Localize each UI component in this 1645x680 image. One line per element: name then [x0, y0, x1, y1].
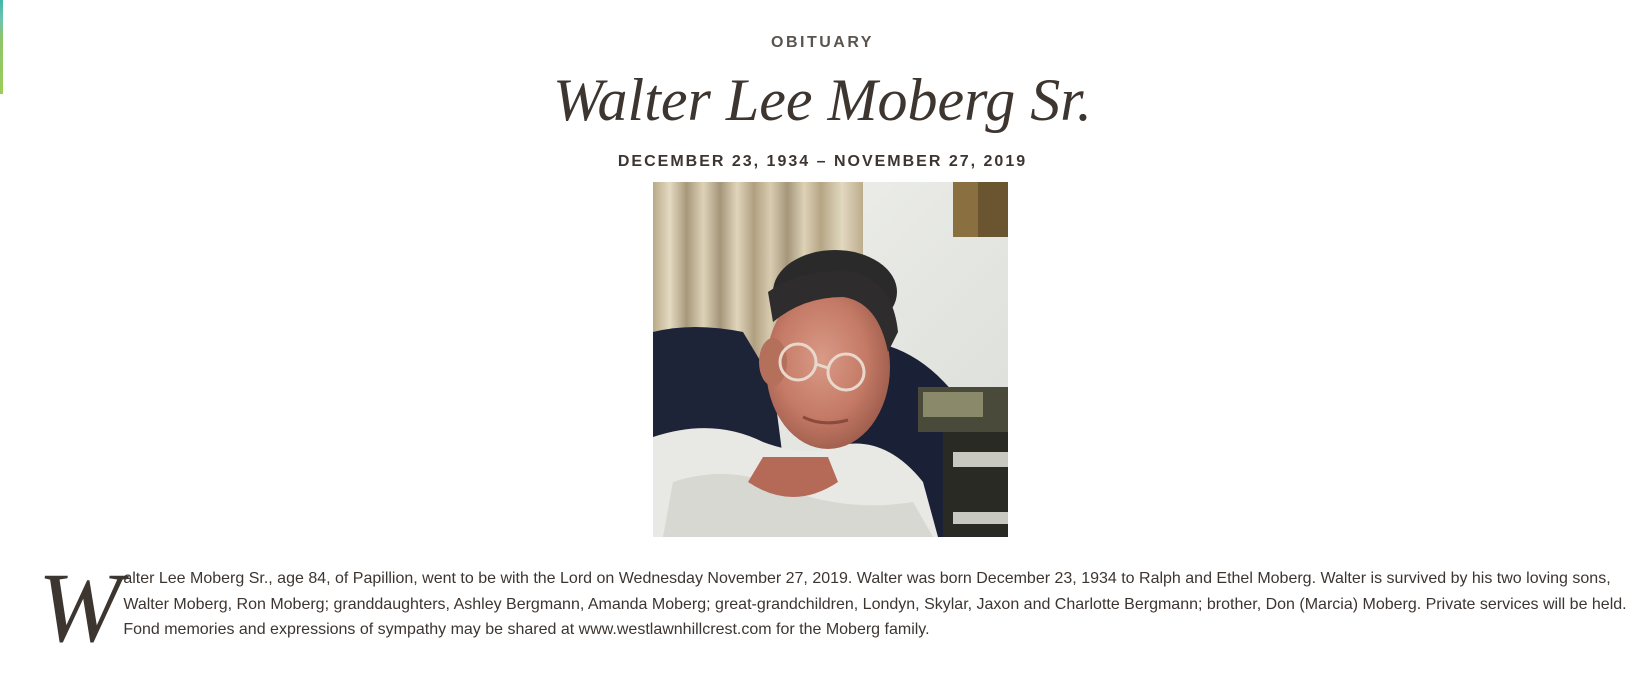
life-dates: DECEMBER 23, 1934 – NOVEMBER 27, 2019	[617, 153, 1028, 170]
obituary-body	[38, 552, 1638, 663]
portrait-photo	[653, 182, 1008, 537]
drop-cap: W	[38, 552, 122, 663]
obituary-text: alter Lee Moberg Sr., age 84, of Papillion, went to be with the Lord on Wednesday November 27, 2019. Walter was born December 23, 1934 to Ralph and Ethel Moberg. Walter is survived by his two loving sons, Walter Moberg, Ron Moberg; granddaughters, Ashley Bergmann, Amanda Moberg; great-grandchildren, Londyn, Skylar, Jaxon and Charlotte Bergmann; brother, Don (Marcia) Moberg. Private services will be held. Fond memories and expressions of sympathy may be shared at www.westlawnhillcrest.com for the Moberg family.	[123, 570, 1627, 638]
deceased-name: Walter Lee Moberg Sr.	[553, 67, 1092, 133]
section-label: OBITUARY	[771, 34, 874, 51]
